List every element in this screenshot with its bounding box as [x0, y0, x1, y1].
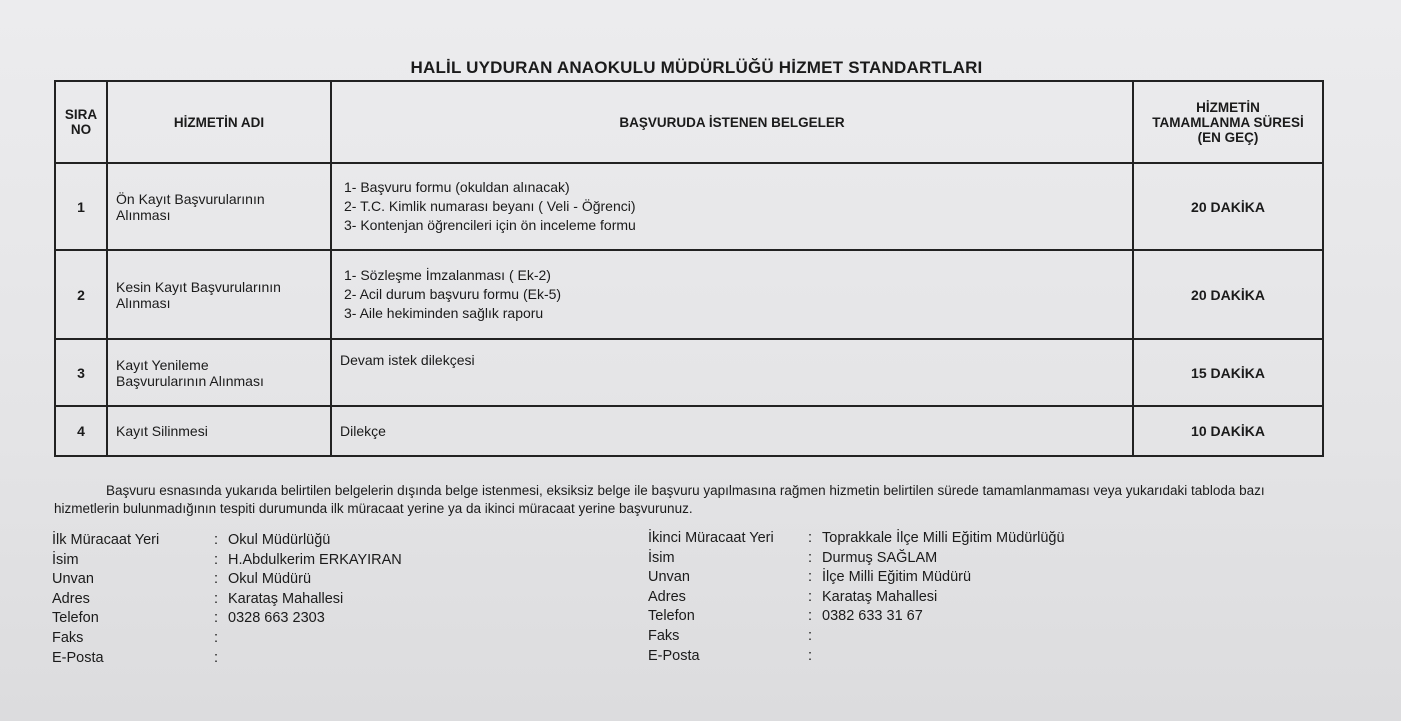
contact-label: İkinci Müracaat Yeri [648, 530, 774, 546]
contact-label: İlk Müracaat Yeri [52, 532, 160, 548]
document-item: 3- Kontenjan öğrencileri için ön inceleme formu [344, 217, 636, 234]
contact-row [52, 570, 402, 590]
contact-row [648, 568, 1065, 588]
contact-label: Faks [648, 627, 680, 644]
contact-separator: : [808, 588, 813, 605]
document-item: Devam istek dilekçesi [340, 352, 475, 369]
contact-row [648, 647, 1065, 667]
row-documents [331, 406, 1133, 456]
second-contact-block [648, 529, 1065, 666]
contact-label: Telefon [648, 608, 695, 625]
complaint-note: Başvuru esnasında yukarıda belirtilen belgelerin dışında belge istenmesi, eksiksiz belge ile başvuru yapılmasına rağmen hizmetin belirtilen sürede tamamlanmaması veya yukarıdaki tabloda bazı hizmetlerin bulunmadığının tespiti durumunda ilk müracaat yerine ya da ikinci müracaat yerine başvurunuz. [54, 483, 1265, 516]
row-documents [331, 339, 1133, 405]
document-item: 2- Acil durum başvuru formu (Ek-5) [344, 286, 562, 303]
row-time: 15 DAKİKA [1133, 339, 1323, 405]
contact-value: 0328 663 2303 [228, 610, 325, 627]
contact-value: H.Abdulkerim ERKAYIRAN [228, 551, 402, 568]
contact-separator: : [808, 549, 813, 566]
header-no-line1: SIRA [64, 107, 98, 123]
table-row [55, 339, 1323, 405]
contact-row [648, 588, 1065, 608]
contact-label: İsim [52, 551, 79, 568]
document-item: 3- Aile hekiminden sağlık raporu [344, 305, 544, 322]
contact-separator: : [214, 590, 219, 607]
row-documents [331, 163, 1133, 249]
contact-value: Toprakkale İlçe Milli Eğitim Müdürlüğü [822, 530, 1065, 546]
row-service-line2: Alınması [116, 206, 171, 223]
document-item: 1- Başvuru formu (okuldan alınacak) [344, 179, 570, 196]
contact-value: 0382 633 31 67 [822, 608, 923, 625]
row-service-line2: Alınması [116, 294, 171, 311]
service-standards-table [54, 80, 1324, 457]
contact-value: İlçe Milli Eğitim Müdürü [822, 569, 972, 586]
header-documents: BAŞVURUDA İSTENEN BELGELER [331, 81, 1133, 163]
row-documents [331, 250, 1133, 339]
table-row [55, 250, 1323, 339]
contact-separator: : [214, 610, 219, 627]
contact-separator: : [808, 647, 813, 664]
first-contact-block [52, 531, 402, 668]
row-time: 10 DAKİKA [1133, 406, 1323, 456]
contact-label: Adres [648, 588, 686, 605]
contact-separator: : [808, 627, 813, 644]
contact-row [52, 551, 402, 571]
contact-row [52, 649, 402, 669]
contact-row [648, 627, 1065, 647]
page-title-text: HALİL UYDURAN ANAOKULU MÜDÜRLÜĞÜ HİZMET STANDARTLARI [410, 58, 983, 77]
contact-label: Telefon [52, 610, 99, 627]
row-time: 20 DAKİKA [1133, 250, 1323, 339]
row-service [107, 250, 331, 339]
row-time: 20 DAKİKA [1133, 163, 1323, 249]
contact-separator: : [214, 649, 219, 666]
contact-label: Unvan [648, 569, 690, 586]
table-row [55, 406, 1323, 456]
contact-row [648, 529, 1065, 549]
row-service-line1: Kayıt Silinmesi [116, 422, 208, 439]
row-service-line1: Kayıt Yenileme [116, 356, 209, 373]
row-service-line1: Ön Kayıt Başvurularının [116, 190, 265, 207]
contact-row [52, 609, 402, 629]
row-service-line1: Kesin Kayıt Başvurularının [116, 278, 281, 295]
contact-value: Karataş Mahallesi [822, 588, 938, 605]
row-service [107, 339, 331, 405]
document-item: 2- T.C. Kimlik numarası beyanı ( Veli - Öğrenci) [344, 198, 636, 215]
row-no: 2 [55, 250, 107, 339]
contact-row [52, 629, 402, 649]
header-service: HİZMETİN ADI [107, 81, 331, 163]
contact-label: İsim [648, 549, 675, 566]
contact-separator: : [808, 530, 813, 546]
row-service [107, 406, 331, 456]
contact-label: Unvan [52, 571, 94, 588]
row-no: 1 [55, 163, 107, 249]
header-time-line2: TAMAMLANMA SÜRESİ [1152, 114, 1304, 130]
table-header-row [55, 81, 1323, 163]
contact-value: Okul Müdürü [228, 571, 312, 588]
contact-separator: : [214, 571, 219, 588]
header-time [1133, 81, 1323, 163]
page-title [0, 58, 1401, 78]
contact-separator: : [214, 629, 219, 646]
header-no-line2: NO [70, 122, 92, 138]
contact-row [648, 549, 1065, 569]
contact-label: E-Posta [52, 649, 104, 666]
contact-separator: : [808, 608, 813, 625]
header-time-line3: (EN GEÇ) [1197, 129, 1259, 145]
header-no [55, 81, 107, 163]
contact-value: Okul Müdürlüğü [228, 532, 331, 548]
contact-row [52, 590, 402, 610]
table-row [55, 163, 1323, 249]
contact-row [52, 531, 402, 551]
row-no: 3 [55, 339, 107, 405]
document-item: 1- Sözleşme İmzalanması ( Ek-2) [344, 267, 551, 284]
contact-label: E-Posta [648, 647, 700, 664]
row-service-line2: Başvurularının Alınması [116, 372, 264, 389]
contact-value: Karataş Mahallesi [228, 590, 344, 607]
contact-separator: : [214, 551, 219, 568]
contact-label: Adres [52, 590, 90, 607]
row-no: 4 [55, 406, 107, 456]
contact-separator: : [214, 532, 219, 548]
row-service [107, 163, 331, 249]
contact-separator: : [808, 569, 813, 586]
header-time-line1: HİZMETİN [1196, 99, 1260, 115]
document-item: Dilekçe [340, 422, 386, 439]
contact-value: Durmuş SAĞLAM [822, 549, 938, 566]
contact-row [648, 607, 1065, 627]
contact-label: Faks [52, 629, 84, 646]
